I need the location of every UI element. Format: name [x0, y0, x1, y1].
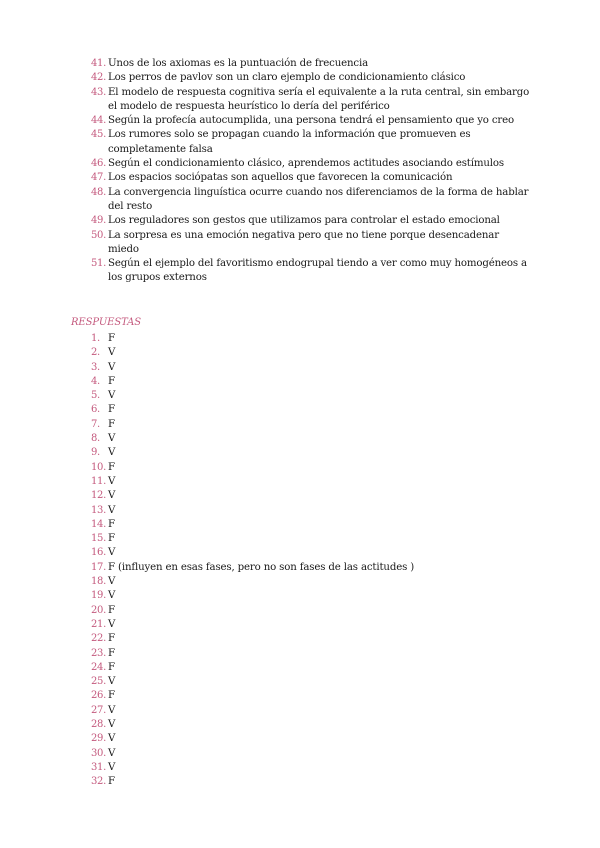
item-number: 6. [91, 404, 100, 416]
item-text: La sorpresa es una emoción negativa pero que no tiene porque desencadenar miedo [108, 229, 499, 255]
item-text: La convergencia linguística ocurre cuando nos diferenciamos de la forma de hablar del resto [108, 186, 529, 212]
item-number: 20. [91, 604, 107, 616]
item-number: 8. [91, 433, 100, 445]
item-number: 5. [91, 390, 100, 402]
item-text: V [108, 590, 116, 602]
item-text: F [108, 404, 115, 416]
item-text: V [108, 719, 116, 731]
answer-item [91, 475, 511, 489]
question-item [91, 157, 531, 171]
question-item [91, 114, 531, 128]
answer-item [91, 589, 511, 603]
question-item [91, 229, 531, 258]
question-item [91, 257, 531, 286]
item-text: F [108, 418, 115, 430]
item-number: 22. [91, 633, 107, 645]
item-number: 48. [91, 186, 107, 198]
item-text: Los reguladores son gestos que utilizamos para controlar el estado emocional [108, 215, 500, 227]
answer-item [91, 361, 511, 375]
answer-item [91, 675, 511, 689]
question-item [91, 71, 531, 85]
item-text: F [108, 333, 115, 344]
answer-item [91, 718, 511, 732]
item-text: V [108, 433, 116, 445]
item-number: 13. [91, 504, 107, 516]
answer-item [91, 775, 511, 789]
item-text: F [108, 633, 115, 645]
item-number: 24. [91, 661, 107, 673]
item-number: 41. [91, 58, 107, 69]
answers-list [91, 332, 511, 790]
item-number: 9. [91, 447, 100, 459]
answer-item [91, 532, 511, 546]
item-number: 50. [91, 229, 107, 241]
question-item [91, 128, 531, 157]
item-text: Según el condicionamiento clásico, aprendemos actitudes asociando estímulos [108, 158, 504, 170]
answer-item [91, 761, 511, 775]
answer-item [91, 461, 511, 475]
item-text: Los espacios sociópatas son aquellos que favorecen la comunicación [108, 172, 453, 184]
item-number: 18. [91, 576, 107, 588]
item-text: V [108, 761, 116, 773]
answer-item [91, 561, 511, 575]
item-number: 1. [91, 333, 100, 344]
answer-item [91, 346, 511, 360]
item-text: V [108, 733, 116, 745]
item-number: 10. [91, 461, 107, 473]
answer-item [91, 418, 511, 432]
item-number: 3. [91, 361, 100, 373]
answer-item [91, 604, 511, 618]
answer-item [91, 747, 511, 761]
item-text: Los perros de pavlov son un claro ejemplo de condicionamiento clásico [108, 72, 466, 84]
item-number: 44. [91, 115, 107, 127]
item-number: 26. [91, 690, 107, 702]
answer-item [91, 661, 511, 675]
item-text: F [108, 518, 115, 530]
answer-item [91, 732, 511, 746]
item-text: Los rumores solo se propagan cuando la información que promueven es completamente falsa [108, 129, 471, 155]
item-number: 46. [91, 158, 107, 170]
item-number: 7. [91, 418, 100, 430]
item-text: Unos de los axiomas es la puntuación de frecuencia [108, 58, 368, 69]
item-text: F (influyen en esas fases, pero no son fases de las actitudes ) [108, 561, 415, 573]
answer-item [91, 403, 511, 417]
answer-item [91, 504, 511, 518]
item-number: 25. [91, 676, 107, 688]
item-number: 2. [91, 347, 100, 359]
answer-item [91, 647, 511, 661]
item-number: 43. [91, 86, 107, 98]
answer-item [91, 546, 511, 560]
item-number: 42. [91, 72, 107, 84]
item-text: F [108, 647, 115, 659]
item-text: F [108, 661, 115, 673]
item-number: 15. [91, 533, 107, 545]
item-text: V [108, 504, 116, 516]
question-item [91, 86, 531, 115]
answers-heading: RESPUESTAS [71, 317, 142, 328]
item-text: V [108, 390, 116, 402]
answer-item [91, 432, 511, 446]
answer-item [91, 518, 511, 532]
item-number: 4. [91, 375, 100, 387]
answer-item [91, 489, 511, 503]
item-number: 29. [91, 733, 107, 745]
item-text: F [108, 375, 115, 387]
item-text: V [108, 361, 116, 373]
item-number: 32. [91, 776, 107, 788]
answer-item [91, 618, 511, 632]
answer-item [91, 632, 511, 646]
answer-item [91, 704, 511, 718]
item-text: V [108, 676, 116, 688]
item-number: 21. [91, 618, 107, 630]
answer-item [91, 375, 511, 389]
item-number: 31. [91, 761, 107, 773]
item-text: V [108, 447, 116, 459]
item-text: El modelo de respuesta cognitiva sería el equivalente a la ruta central, sin embargo el modelo de respuesta heurístico lo dería del periférico [108, 86, 530, 112]
answer-item [91, 332, 511, 346]
answer-item [91, 689, 511, 703]
item-text: Según la profecía autocumplida, una persona tendrá el pensamiento que yo creo [108, 115, 515, 127]
question-item [91, 186, 531, 215]
item-number: 19. [91, 590, 107, 602]
item-number: 45. [91, 129, 107, 141]
item-text: F [108, 690, 115, 702]
question-item [91, 214, 531, 228]
item-number: 30. [91, 747, 107, 759]
question-item [91, 171, 531, 185]
item-text: V [108, 475, 116, 487]
item-text: V [108, 747, 116, 759]
item-text: F [108, 604, 115, 616]
item-text: V [108, 618, 116, 630]
item-text: V [108, 490, 116, 502]
item-number: 17. [91, 561, 107, 573]
item-number: 47. [91, 172, 107, 184]
item-text: F [108, 461, 115, 473]
item-number: 28. [91, 719, 107, 731]
answer-item [91, 575, 511, 589]
item-number: 49. [91, 215, 107, 227]
item-number: 23. [91, 647, 107, 659]
item-number: 12. [91, 490, 107, 502]
answer-item [91, 389, 511, 403]
item-text: V [108, 576, 116, 588]
item-text: F [108, 776, 115, 788]
item-number: 51. [91, 258, 107, 270]
item-number: 27. [91, 704, 107, 716]
item-number: 14. [91, 518, 107, 530]
item-text: V [108, 547, 116, 559]
item-number: 16. [91, 547, 107, 559]
item-text: V [108, 347, 116, 359]
item-text: F [108, 533, 115, 545]
answer-item [91, 446, 511, 460]
questions-list [91, 57, 531, 286]
question-item [91, 57, 531, 71]
item-number: 11. [91, 475, 107, 487]
item-text: Según el ejemplo del favoritismo endogrupal tiendo a ver como muy homogéneos a los grupos externos [108, 258, 527, 284]
item-text: V [108, 704, 116, 716]
